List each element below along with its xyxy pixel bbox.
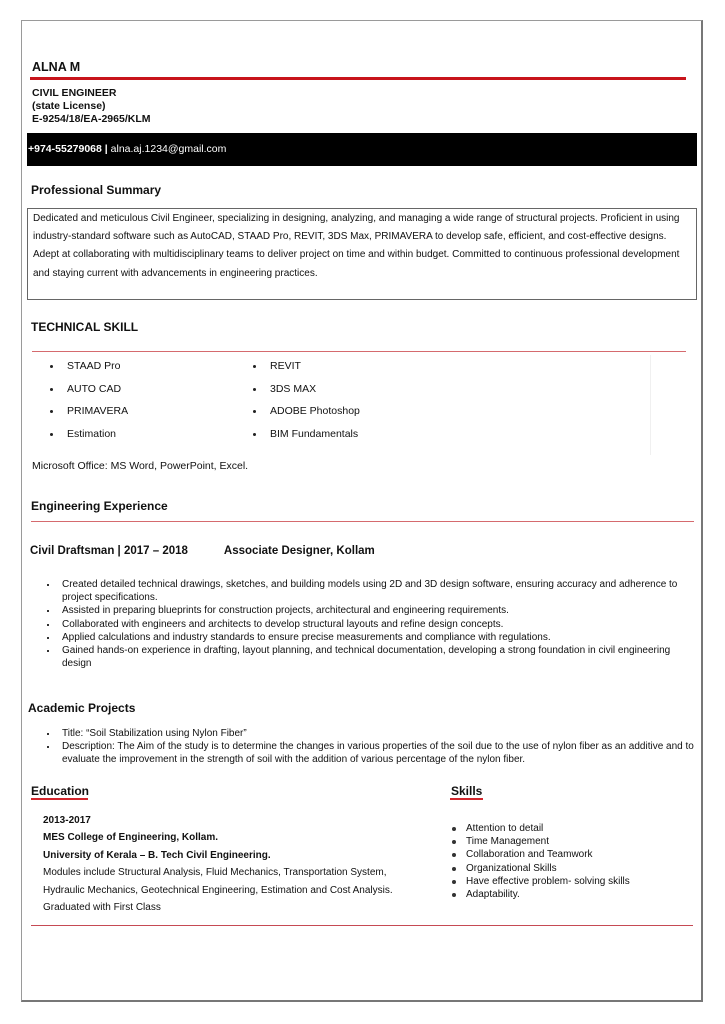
skills-heading: Skills [451,784,483,798]
project-bullet: Title: “Soil Stabilization using Nylon Fiber” [46,727,702,740]
office-skills: Microsoft Office: MS Word, PowerPoint, Excel. [32,460,249,472]
soft-skill-item: Collaboration and Teamwork [452,848,630,861]
job-role: Civil Draftsman | 2017 – 2018 [30,545,188,557]
experience-rule [31,521,694,522]
contact-separator: | [101,143,111,155]
footer-rule [31,925,693,926]
job-title: CIVIL ENGINEER [32,87,117,99]
table-border [650,355,651,455]
candidate-name: ALNA M [32,60,81,74]
soft-skills-list [452,822,630,901]
contact-bar [27,133,697,166]
bullet-icon [452,867,456,871]
academic-projects-heading: Academic Projects [28,701,136,715]
summary-heading: Professional Summary [31,183,162,197]
job-line [30,545,375,557]
experience-bullet: Collaborated with engineers and architects to develop structural layouts and refine design concepts. [46,618,702,631]
skill-item: Estimation [50,428,116,440]
experience-bullets [46,578,702,670]
experience-bullet: Applied calculations and industry standards to ensure precise measurements and compliance with regulations. [46,631,702,644]
education-college: MES College of Engineering, Kollam. [43,832,219,844]
bullet-icon [50,433,53,436]
bullet-icon [47,733,49,735]
skill-item: BIM Fundamentals [253,428,358,440]
bullet-icon [47,624,49,626]
soft-skill-item: Attention to detail [452,822,630,835]
project-bullet: Description: The Aim of the study is to determine the changes in various properties of the soil due to the use of nylon fiber as an additive and to evaluate the improvement in the strength of soil with the addition of various percentage of the nylon fiber. [46,740,702,766]
bullet-icon [253,433,256,436]
education-modules: Modules include Structural Analysis, Fluid Mechanics, Transportation System, [43,867,387,879]
summary-box [27,208,697,300]
soft-skill-item: Adaptability. [452,888,630,901]
summary-line: Dedicated and meticulous Civil Engineer, specializing in designing, analyzing, and managing a wide range of structural projects. Proficient in using [33,213,680,224]
bullet-icon [253,388,256,391]
education-details [43,812,393,916]
experience-bullet: Assisted in preparing blueprints for construction projects, architectural and engineering requirements. [46,604,702,617]
soft-skill-item: Have effective problem- solving skills [452,875,630,888]
skill-item: PRIMAVERA [50,405,128,417]
education-underline [31,798,88,800]
skill-item: AUTO CAD [50,383,121,395]
bullet-icon [47,584,49,586]
bullet-icon [253,365,256,368]
soft-skill-item: Time Management [452,835,630,848]
summary-line: and staying current with advancements in engineering practices. [33,267,318,279]
title-block [32,87,150,126]
bullet-icon [47,637,49,639]
experience-bullet: Created detailed technical drawings, sketches, and building models using 2D and 3D design software, ensuring accuracy and adherence to project specifications. [46,578,702,604]
education-degree: University of Kerala – B. Tech Civil Engineering. [43,849,271,861]
header-red-rule [30,77,686,80]
bullet-icon [452,827,456,831]
education-years: 2013-2017 [43,815,91,826]
technical-skill-heading: TECHNICAL SKILL [31,320,139,334]
technical-skill-rule [32,351,686,352]
academic-project-bullets [46,727,702,767]
job-employer: Associate Designer, Kollam [223,545,375,557]
experience-bullet: Gained hands-on experience in drafting, layout planning, and technical documentation, developing a strong foundation in civil engineering design [46,644,702,670]
soft-skill-item: Organizational Skills [452,862,630,875]
license-number: E-9254/18/EA-2965/KLM [32,113,151,125]
summary-line: Adept at collaborating with multidisciplinary teams to deliver project on time and within budget. Committed to continuous professional development [33,249,680,261]
skill-item: STAAD Pro [50,360,120,372]
skill-item: ADOBE Photoshop [253,405,360,417]
bullet-icon [452,880,456,884]
summary-line: industry-standard software such as AutoCAD, STAAD Pro, REVIT, 3DS Max, PRIMAVERA to develop safe, efficient, and cost-effective designs. [33,231,667,243]
bullet-icon [50,365,53,368]
skill-item: 3DS MAX [253,383,316,395]
bullet-icon [47,746,49,748]
bullet-icon [50,388,53,391]
bullet-icon [50,410,53,413]
bullet-icon [452,840,456,844]
bullet-icon [47,610,49,612]
bullet-icon [253,410,256,413]
license-label: (state License) [32,100,106,112]
bullet-icon [47,650,49,652]
education-modules: Hydraulic Mechanics, Geotechnical Engineering, Estimation and Cost Analysis. [43,884,393,896]
education-heading: Education [31,784,90,798]
skills-underline [450,798,483,800]
skill-item: REVIT [253,360,301,372]
bullet-icon [452,853,456,857]
email-address[interactable]: alna.aj.1234@gmail.com [110,143,227,155]
experience-heading: Engineering Experience [31,499,168,513]
phone-number: +974-55279068 [28,143,102,155]
bullet-icon [452,893,456,897]
education-result: Graduated with First Class [43,902,161,914]
